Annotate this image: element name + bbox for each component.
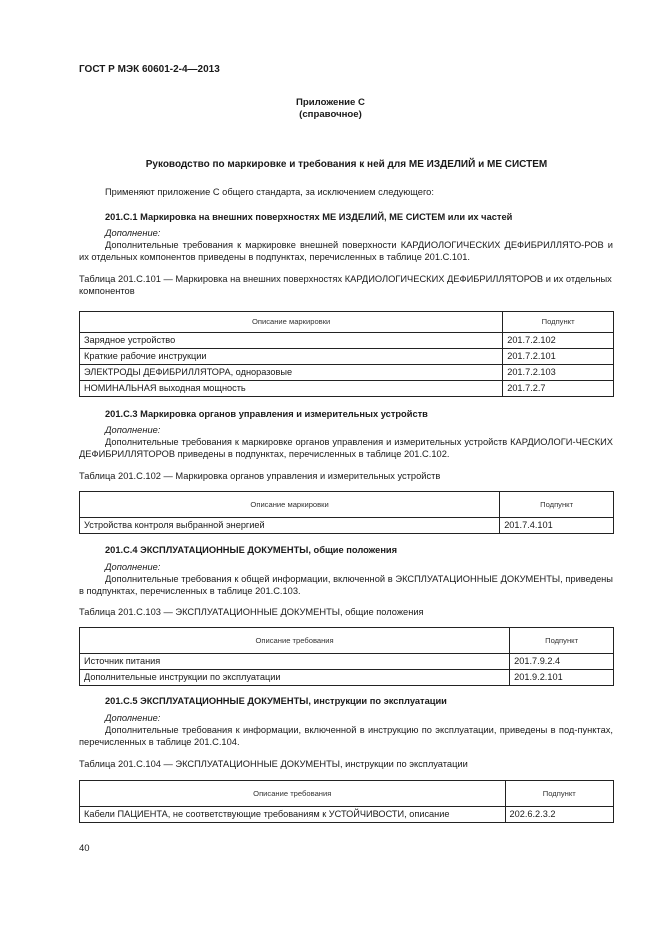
table-cell: ЭЛЕКТРОДЫ ДЕФИБРИЛЛЯТОРА, одноразовые bbox=[80, 365, 503, 381]
section-text: Дополнительные требования к маркировке внешней поверхности КАРДИОЛОГИЧЕСКИХ ДЕФИБРИЛЛЯТО-РОВ и их отдельных компонентов приведены в подпунктах, перечисленных в таблице 201.С.101. bbox=[79, 240, 613, 263]
table-cell: 201.7.2.101 bbox=[503, 349, 614, 365]
table-cell: Дополнительные инструкции по эксплуатации bbox=[80, 670, 510, 686]
table-cell: Устройства контроля выбранной энергией bbox=[80, 518, 500, 534]
addition-label: Дополнение: bbox=[105, 562, 161, 572]
table-row bbox=[80, 333, 614, 349]
addition-label: Дополнение: bbox=[105, 228, 161, 238]
table-cell: 201.7.2.102 bbox=[503, 333, 614, 349]
table-row bbox=[80, 807, 614, 823]
table-header-cell: Описание требования bbox=[80, 628, 510, 654]
table-cell: 201.7.4.101 bbox=[500, 518, 614, 534]
page-title: Руководство по маркировке и требования к ней для МЕ ИЗДЕЛИЙ и МЕ СИСТЕМ bbox=[145, 159, 548, 170]
table-row bbox=[80, 365, 614, 381]
table-header-cell: Подпункт bbox=[503, 312, 614, 333]
section-text: Дополнительные требования к маркировке органов управления и измерительных устройств КАРДИОЛОГИ-ЧЕСКИХ ДЕФИБРИЛЛЯТОРОВ приведены в подпунктах, перечисленных в таблице 201.С.102. bbox=[79, 437, 613, 460]
table-header-cell: Описание маркировки bbox=[80, 492, 500, 518]
table-caption: Таблица 201.С.102 — Маркировка органов управления и измерительных устройств bbox=[79, 471, 441, 481]
table-header-cell: Описание требования bbox=[80, 781, 506, 807]
table-row bbox=[80, 654, 614, 670]
table-201-c-103 bbox=[79, 627, 614, 686]
table-row bbox=[80, 349, 614, 365]
table-row bbox=[80, 381, 614, 397]
table-caption: Таблица 201.С.103 — ЭКСПЛУАТАЦИОННЫЕ ДОКУМЕНТЫ, общие положения bbox=[79, 607, 424, 617]
section-heading: 201.С.5 ЭКСПЛУАТАЦИОННЫЕ ДОКУМЕНТЫ, инструкции по эксплуатации bbox=[105, 696, 447, 706]
addition-label: Дополнение: bbox=[105, 713, 161, 723]
table-header-cell: Подпункт bbox=[500, 492, 614, 518]
standard-code: ГОСТ Р МЭК 60601-2-4—2013 bbox=[79, 64, 220, 75]
table-cell: 201.9.2.101 bbox=[510, 670, 614, 686]
table-cell: 201.7.2.103 bbox=[503, 365, 614, 381]
table-caption: Таблица 201.С.104 — ЭКСПЛУАТАЦИОННЫЕ ДОКУМЕНТЫ, инструкции по эксплуатации bbox=[79, 759, 468, 769]
table-cell: Кабели ПАЦИЕНТА, не соответствующие требованиям к УСТОЙЧИВОСТИ, описание bbox=[80, 807, 506, 823]
section-heading: 201.С.4 ЭКСПЛУАТАЦИОННЫЕ ДОКУМЕНТЫ, общие положения bbox=[105, 545, 398, 555]
table-header-cell: Описание маркировки bbox=[80, 312, 503, 333]
section-heading: 201.С.3 Маркировка органов управления и измерительных устройств bbox=[105, 409, 428, 419]
table-row bbox=[80, 518, 614, 534]
table-cell: Краткие рабочие инструкции bbox=[80, 349, 503, 365]
section-heading: 201.С.1 Маркировка на внешних поверхностях МЕ ИЗДЕЛИЙ, МЕ СИСТЕМ или их частей bbox=[105, 212, 513, 222]
table-header-cell: Подпункт bbox=[505, 781, 614, 807]
table-cell: НОМИНАЛЬНАЯ выходная мощность bbox=[80, 381, 503, 397]
table-cell: 201.7.2.7 bbox=[503, 381, 614, 397]
appendix-subtitle: (справочное) bbox=[299, 109, 362, 120]
page-number: 40 bbox=[79, 843, 90, 854]
addition-label: Дополнение: bbox=[105, 425, 161, 435]
table-cell: Источник питания bbox=[80, 654, 510, 670]
section-text: Дополнительные требования к информации, включенной в инструкцию по эксплуатации, приведены в под-пунктах, перечисленных в таблице 201.С.104. bbox=[79, 725, 613, 748]
table-cell: 201.7.9.2.4 bbox=[510, 654, 614, 670]
table-row bbox=[80, 670, 614, 686]
table-201-c-102 bbox=[79, 491, 614, 534]
table-cell: Зарядное устройство bbox=[80, 333, 503, 349]
table-cell: 202.6.2.3.2 bbox=[505, 807, 614, 823]
table-header-cell: Подпункт bbox=[510, 628, 614, 654]
appendix-title: Приложение С bbox=[296, 97, 365, 108]
table-caption: Таблица 201.С.101 — Маркировка на внешних поверхностях КАРДИОЛОГИЧЕСКИХ ДЕФИБРИЛЛЯТОРОВ и их отдельных компонентов bbox=[79, 274, 612, 297]
intro-text: Применяют приложение С общего стандарта, за исключением следующего: bbox=[105, 187, 434, 197]
table-201-c-101 bbox=[79, 311, 614, 397]
section-text: Дополнительные требования к общей информации, включенной в ЭКСПЛУАТАЦИОННЫЕ ДОКУМЕНТЫ, приведены в подпунктах, перечисленных в таблице 201.С.103. bbox=[79, 574, 613, 597]
table-201-c-104 bbox=[79, 780, 614, 823]
